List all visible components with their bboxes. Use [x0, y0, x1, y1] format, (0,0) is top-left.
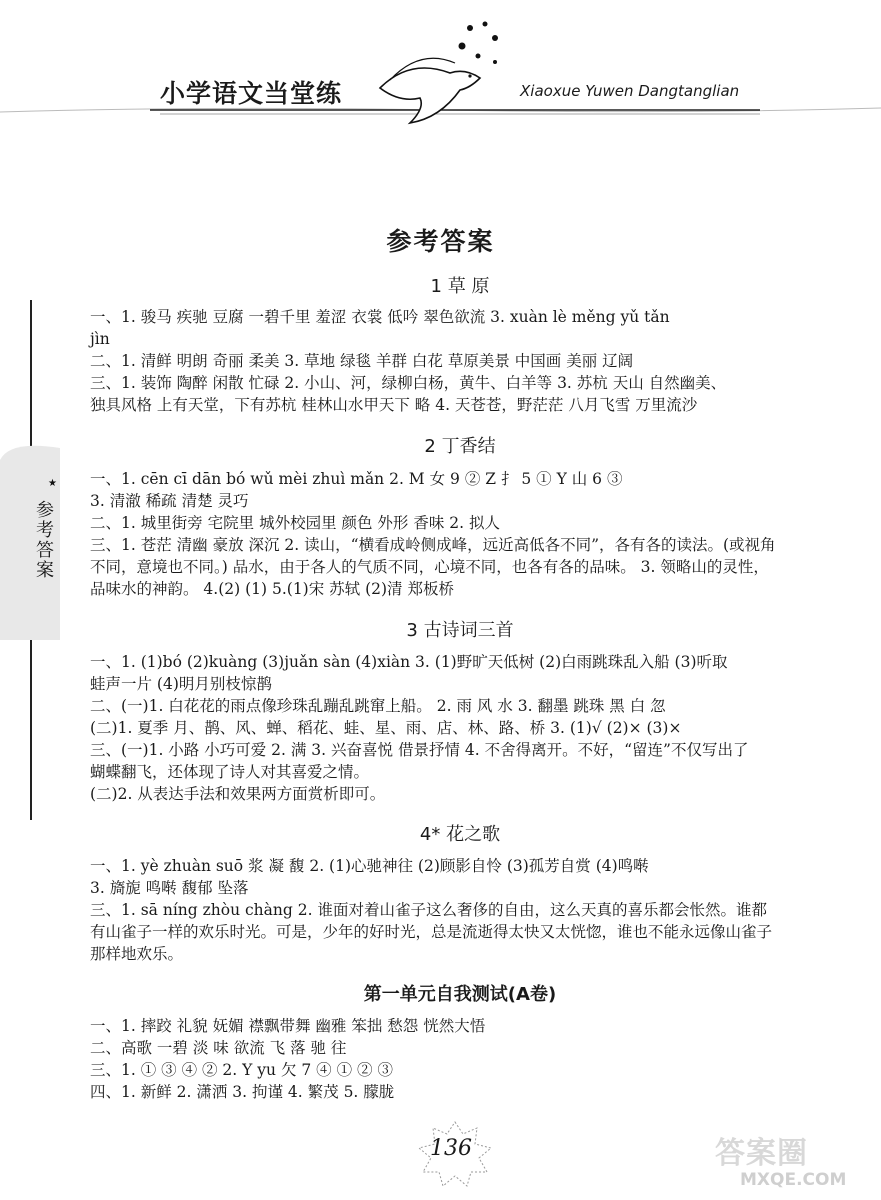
- answer-line: 二、(一)1. 白花花的雨点像珍珠乱蹦乱跳窜上船。 2. 雨 风 水 3. 翻墨 跳珠 黑 白 忽: [90, 697, 666, 715]
- answer-line: 三、(一)1. 小路 小巧可爱 2. 满 3. 兴奋喜悦 借景抒情 4. 不舍得离开。不好，“留连”不仅写出了: [90, 741, 749, 759]
- section-heading: 4* 花之歌: [419, 824, 501, 845]
- answer-line: 二、1. 城里街旁 宅院里 城外校园里 颜色 外形 香味 2. 拟人: [90, 514, 500, 532]
- dove-logo-icon: [370, 18, 520, 128]
- answer-line: 一、1. cēn cī dān bó wǔ mèi zhuì mǎn 2. M 女 9 ② Z 扌 5 ① Y 山 6 ③: [90, 470, 623, 488]
- answer-line: 3. 旖旎 鸣啭 馥郁 坠落: [90, 879, 249, 897]
- answer-line: 二、高歌 一碧 淡 味 欲流 飞 落 驰 往: [90, 1039, 347, 1057]
- answer-line: 一、1. 摔跤 礼貌 妩媚 襟飘带舞 幽雅 笨拙 愁怨 恍然大悟: [90, 1017, 486, 1035]
- answer-line: 一、1. yè zhuàn suō 浆 凝 馥 2. (1)心驰神往 (2)顾影自怜 (3)孤芳自赏 (4)鸣啭: [90, 857, 649, 875]
- book-title: 小学语文当堂练: [160, 79, 343, 108]
- answer-line: 三、1. sā níng zhòu chàng 2. 谁面对着山雀子这么奢侈的自由，这么天真的喜乐都会怅然。谁都: [90, 901, 767, 919]
- answer-line: 三、1. 苍茫 清幽 豪放 深沉 2. 读山，“横看成岭侧成峰，远近高低各不同”，各有各的读法。(或视角: [90, 536, 776, 554]
- answer-line: jìn: [90, 330, 110, 348]
- answer-line: 蝴蝶翻飞，还体现了诗人对其喜爱之情。: [90, 763, 370, 781]
- answer-line: 有山雀子一样的欢乐时光。可是，少年的好时光，总是流逝得太快又太恍惚，谁也不能永远像山雀子: [90, 923, 773, 941]
- book-title-pinyin: Xiaoxue Yuwen Dangtanglian: [520, 82, 740, 100]
- answer-line: (二)1. 夏季 月、鹊、风、蝉、稻花、蛙、星、雨、店、林、路、桥 3. (1)√ (2)× (3)×: [90, 719, 682, 737]
- page-header: [0, 0, 881, 140]
- answer-line: 四、1. 新鲜 2. 潇洒 3. 拘谨 4. 繁茂 5. 朦胧: [90, 1083, 395, 1101]
- section-heading: 2 丁香结: [424, 436, 496, 457]
- answer-line: 一、1. 骏马 疾驰 豆腐 一碧千里 羞涩 衣裳 低吟 翠色欲流 3. xuàn lè měng yǔ tǎn: [90, 308, 670, 326]
- answer-line: 一、1. (1)bó (2)kuàng (3)juǎn sàn (4)xiàn 3. (1)野旷天低树 (2)白雨跳珠乱入船 (3)听取: [90, 653, 728, 671]
- watermark-text: 答案圈: [715, 1136, 808, 1171]
- page-title: 参考答案: [386, 227, 495, 256]
- section-heading: 第一单元自我测试(A卷): [363, 984, 557, 1005]
- answer-line: 独具风格 上有天堂，下有苏杭 桂林山水甲天下 略 4. 天苍苍，野茫茫 八月飞雪 万里流沙: [90, 396, 698, 414]
- svg-text:★: ★: [48, 478, 57, 489]
- watermark-url: MXQE.COM: [740, 1170, 847, 1190]
- page-number: 136: [430, 1136, 472, 1161]
- section-heading: 3 古诗词三首: [406, 620, 514, 641]
- answer-line: 蛙声一片 (4)明月别枝惊鹊: [90, 675, 272, 693]
- answer-line: 三、1. ① ③ ④ ② 2. Y yu 欠 7 ④ ① ② ③: [90, 1061, 393, 1079]
- section-heading: 1 草 原: [430, 276, 490, 297]
- side-tab-label: 参考答案: [33, 500, 54, 580]
- answer-line: 不同，意境也不同。) 品水，由于各人的气质不同，心境不同，也各有各的品味。 3. 领略山的灵性，: [90, 558, 769, 576]
- answer-line: 品味水的神韵。 4.(2) (1) 5.(1)宋 苏轼 (2)清 郑板桥: [90, 580, 454, 598]
- answer-line: 三、1. 装饰 陶醉 闲散 忙碌 2. 小山、河，绿柳白杨，黄牛、白羊等 3. 苏杭 天山 自然幽美、: [90, 374, 727, 392]
- answer-line: 那样地欢乐。: [90, 945, 184, 963]
- answer-line: 二、1. 清鲜 明朗 奇丽 柔美 3. 草地 绿毯 羊群 白花 草原美景 中国画 美丽 辽阔: [90, 352, 634, 370]
- answer-line: 3. 清澈 稀疏 清楚 灵巧: [90, 492, 249, 510]
- answer-line: (二)2. 从表达手法和效果两方面赏析即可。: [90, 785, 386, 803]
